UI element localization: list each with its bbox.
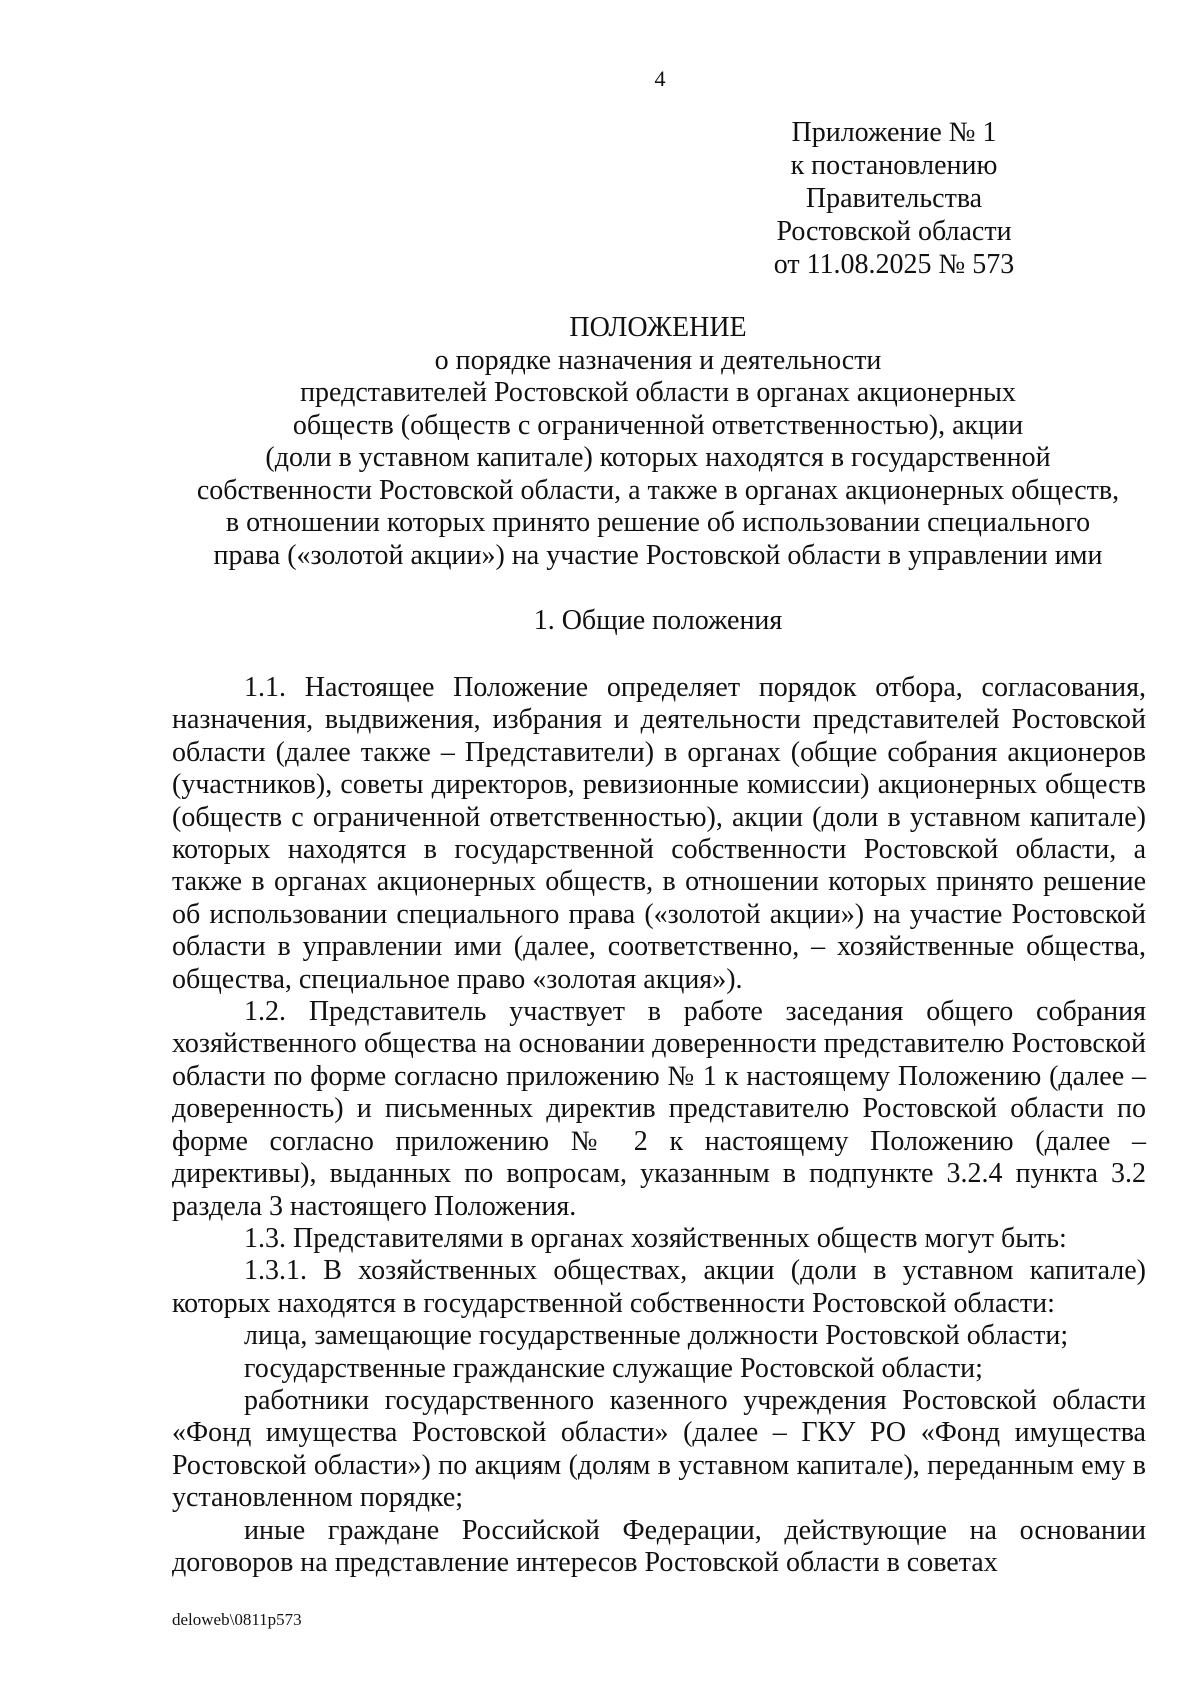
section-body [172,672,1146,1579]
list-item: государственные гражданские служащие Ростовской области; [244,1352,983,1384]
title-line: обществ (обществ с ограниченной ответственностью), акции [292,409,1024,441]
appendix-line: от 11.08.2025 № 573 [773,249,1015,280]
footer-file-path: deloweb\0811p573 [172,1610,302,1629]
paragraph-1-1: 1.1. Настоящее Положение определяет порядок отбора, согласования, назначения, выдвижения, избрания и деятельности представителей Ростовской области (далее также – Представители) в органах (общие собрания акционеров (участников), советы директоров, ревизионные комиссии) акционерных обществ (обществ с ограниченной ответственностью), акции (доли в уставном капитале) которых находятся в государственной собственности Ростовской области, а также в органах акционерных обществ, в отношении которых принято решение об использовании специального права («золотой акции») на участие Ростовской области в управлении ими (далее, соответственно, – хозяйственные общества, общества, специальное право «золотая акция»). [172,672,1146,995]
appendix-line: Правительства [805,183,983,214]
appendix-line: Приложение № 1 [791,117,997,148]
appendix-line: к постановлению [790,150,998,181]
title-line: собственности Ростовской области, а также в органах акционерных обществ, [196,474,1120,506]
title-heading: ПОЛОЖЕНИЕ [569,312,747,343]
title-line: (доли в уставном капитале) которых находятся в государственной [265,442,1051,473]
paragraph-1-2: 1.2. Представитель участвует в работе заседания общего собрания хозяйственного общества на основании доверенности представителю Ростовской области по форме согласно приложению № 1 к настоящему Положению (далее – доверенность) и письменных директив представителю Ростовской области по форме согласно приложению № 2 к настоящему Положению (далее – директивы), выданных по вопросам, указанным в подпункте 3.2.4 пункта 3.2 раздела 3 настоящего Положения. [172,996,1146,1222]
paragraph-1-3: 1.3. Представителями в органах хозяйственных обществ могут быть: [244,1222,1067,1254]
title-line: о порядке назначения и деятельности [434,344,882,376]
list-item: иные граждане Российской Федерации, действующие на основании договоров на представление интересов Ростовской области в советах [172,1514,1146,1578]
list-item: работники государственного казенного учреждения Ростовской области «Фонд имущества Ростовской области» (далее – ГКУ РО «Фонд имущества Ростовской области») по акциям (долям в уставном капитале), переданным ему в установленном порядке; [172,1384,1146,1514]
appendix-block [694,116,1094,281]
list-item: лица, замещающие государственные должности Ростовской области; [244,1320,1069,1352]
title-line: в отношении которых принято решение об использовании специального [225,507,1091,538]
paragraph-1-3-1: 1.3.1. В хозяйственных обществах, акции (доли в уставном капитале) которых находятся в государственной собственности Ростовской области: [172,1255,1146,1319]
page-number: 4 [654,66,666,91]
section-heading: 1. Общие положения [533,605,783,636]
title-line: права («золотой акции») на участие Ростовской области в управлении ими [213,539,1103,571]
title-line: представителей Ростовской области в органах акционерных [300,377,1016,408]
document-title [168,312,1148,572]
appendix-line: Ростовской области [776,216,1012,247]
